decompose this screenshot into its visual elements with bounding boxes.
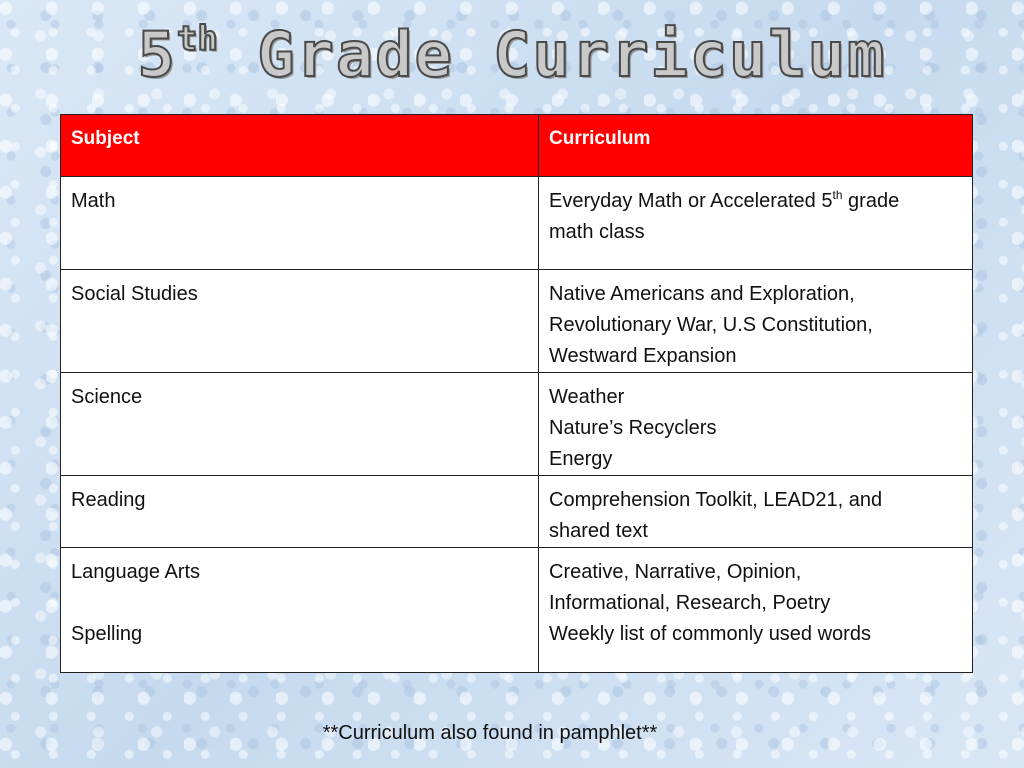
- curriculum-text: Everyday Math or Accelerated 5: [549, 190, 833, 212]
- curriculum-line: Comprehension Toolkit, LEAD21, and: [549, 489, 883, 511]
- curriculum-text: grade: [842, 190, 900, 212]
- curriculum-cell: [539, 373, 973, 476]
- curriculum-line: Energy: [549, 448, 613, 470]
- curriculum-cell: [539, 270, 973, 373]
- subject-cell: [61, 548, 539, 673]
- curriculum-cell: [539, 548, 973, 673]
- subject-spelling: Spelling: [71, 623, 143, 645]
- curriculum-line: Revolutionary War, U.S Constitution,: [549, 314, 873, 336]
- curriculum-line: Weather: [549, 386, 625, 408]
- curriculum-line: Weekly list of commonly used words: [549, 623, 871, 645]
- page-title: [0, 18, 1024, 91]
- table-row: [61, 373, 973, 476]
- table-row: [61, 548, 973, 673]
- ordinal-suffix: th: [832, 188, 843, 202]
- footnote: **Curriculum also found in pamphlet**: [322, 722, 658, 744]
- header-curriculum: Curriculum: [539, 115, 973, 177]
- table-row: [61, 270, 973, 373]
- curriculum-line: Native Americans and Exploration,: [549, 283, 855, 305]
- curriculum-cell: [539, 476, 973, 548]
- subject-cell: Reading: [61, 476, 539, 548]
- curriculum-line: Informational, Research, Poetry: [549, 592, 831, 614]
- curriculum-line: Westward Expansion: [549, 345, 737, 367]
- header-subject: Subject: [61, 115, 539, 177]
- curriculum-cell: [539, 177, 973, 270]
- curriculum-table: [60, 114, 973, 673]
- subject-cell: Social Studies: [61, 270, 539, 373]
- title-number: 5: [137, 18, 177, 91]
- curriculum-line: shared text: [549, 520, 648, 542]
- subject-cell: Math: [61, 177, 539, 270]
- subject-language-arts: Language Arts: [71, 561, 200, 583]
- curriculum-line: [549, 186, 962, 217]
- curriculum-line: Creative, Narrative, Opinion,: [549, 561, 802, 583]
- table-row: [61, 177, 973, 270]
- curriculum-line: math class: [549, 221, 645, 243]
- title-text: Grade Curriculum: [257, 18, 887, 91]
- table-header-row: [61, 115, 973, 177]
- subject-cell: Science: [61, 373, 539, 476]
- table-row: [61, 476, 973, 548]
- curriculum-line: Nature’s Recyclers: [549, 417, 717, 439]
- title-ordinal: th: [176, 19, 218, 59]
